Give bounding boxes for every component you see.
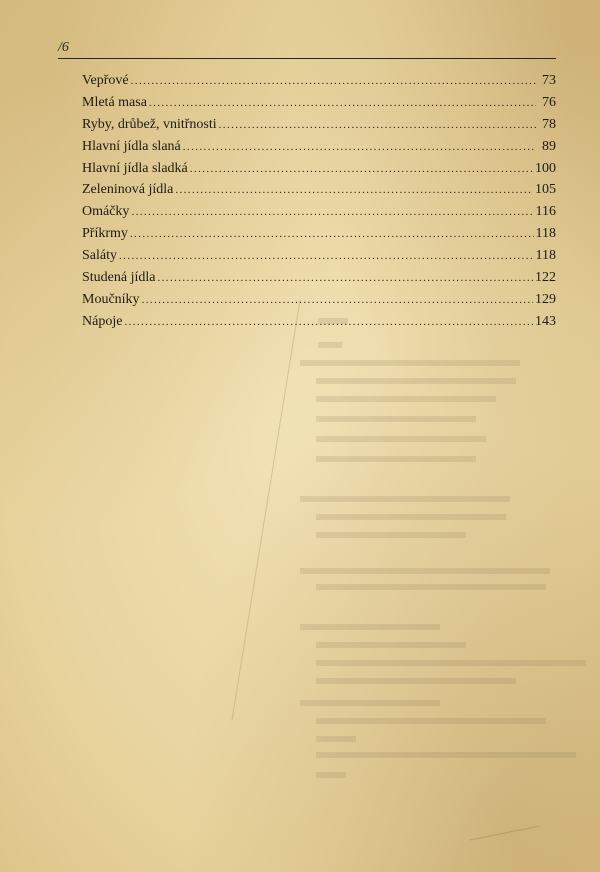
toc-entry-title: Moučníky — [82, 291, 140, 307]
toc-entry-page: 89 — [542, 138, 556, 154]
toc-entry[interactable] — [82, 92, 556, 114]
toc-leader-dots — [149, 93, 536, 115]
toc-leader-dots — [175, 180, 533, 202]
toc-leader-dots — [142, 290, 533, 312]
toc-leader-dots — [119, 246, 534, 268]
toc-entry-title: Hlavní jídla sladká — [82, 160, 188, 176]
toc-entry-page: 118 — [535, 248, 556, 264]
toc-leader-dots — [124, 312, 533, 334]
toc-entry[interactable] — [82, 245, 556, 267]
toc-entry-page: 105 — [535, 182, 556, 198]
toc-entry[interactable] — [82, 136, 556, 158]
toc-entry-title: Ryby, drůbež, vnitřnosti — [82, 116, 217, 132]
toc-entry-title: Nápoje — [82, 313, 123, 329]
table-of-contents — [82, 70, 556, 333]
toc-leader-dots — [131, 202, 533, 224]
toc-entry-title: Zeleninová jídla — [82, 182, 174, 198]
toc-entry-page: 78 — [542, 116, 556, 132]
toc-entry-page: 73 — [542, 73, 556, 88]
page-number: /6 — [58, 40, 69, 55]
toc-entry-title: Mletá masa — [82, 94, 147, 110]
toc-leader-dots — [219, 115, 536, 137]
toc-entry-page: 129 — [535, 291, 556, 307]
toc-entry-page: 76 — [542, 94, 556, 110]
toc-leader-dots — [131, 71, 536, 93]
toc-entry-title: Omáčky — [82, 204, 130, 220]
toc-entry[interactable] — [82, 114, 556, 136]
toc-entry-page: 143 — [535, 313, 556, 329]
toc-entry[interactable] — [82, 158, 556, 180]
toc-leader-dots — [130, 224, 534, 246]
toc-leader-dots — [158, 268, 534, 290]
toc-entry-title: Příkrmy — [82, 226, 128, 242]
toc-entry-title: Vepřové — [82, 73, 129, 88]
toc-entry-title: Studená jídla — [82, 270, 156, 286]
toc-entry-page: 100 — [535, 160, 556, 176]
toc-leader-dots — [190, 159, 533, 181]
toc-entry-page: 118 — [535, 226, 556, 242]
toc-entry[interactable] — [82, 201, 556, 223]
toc-entry-title: Saláty — [82, 248, 117, 264]
toc-entry[interactable] — [82, 179, 556, 201]
toc-entry-title: Hlavní jídla slaná — [82, 138, 181, 154]
toc-entry[interactable] — [82, 223, 556, 245]
toc-entry[interactable] — [82, 70, 556, 92]
toc-entry-page: 122 — [535, 270, 556, 286]
toc-entry[interactable] — [82, 311, 556, 333]
header-rule — [58, 58, 556, 59]
toc-leader-dots — [183, 137, 536, 159]
toc-entry-page: 116 — [535, 204, 556, 220]
toc-entry[interactable] — [82, 267, 556, 289]
toc-entry[interactable] — [82, 289, 556, 311]
